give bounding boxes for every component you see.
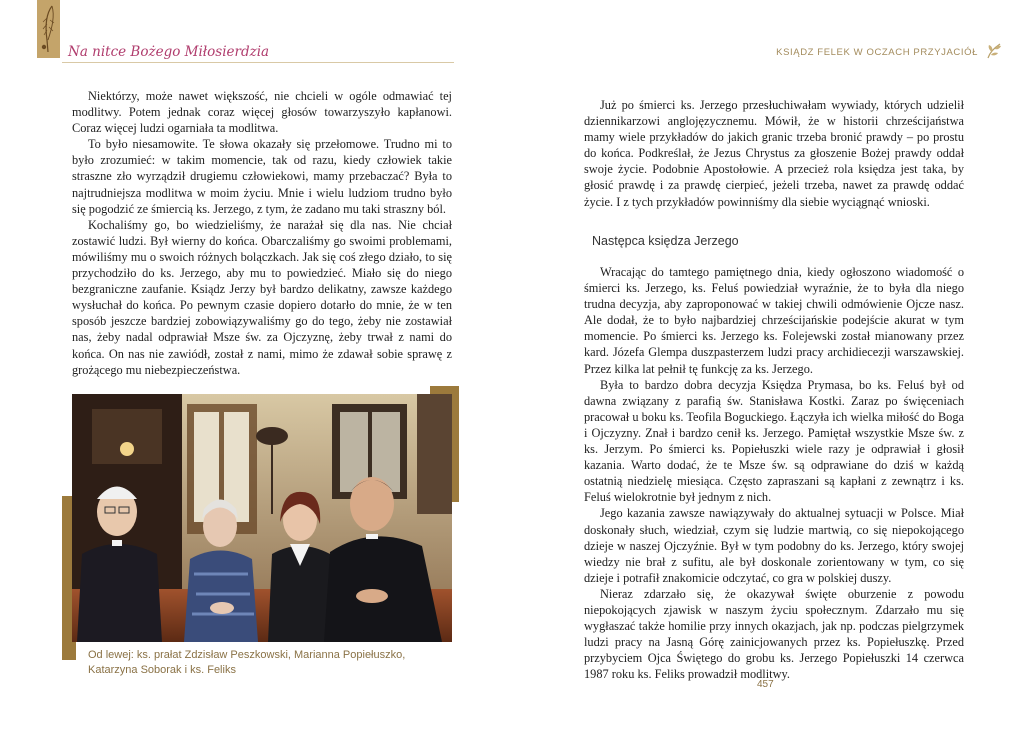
right-page-body-top — [584, 97, 964, 210]
paragraph: Niektórzy, może nawet większość, nie chcieli w ogóle odmawiać tej modlitwy. Potem jednak coraz więcej głosów towarzyszyło kapłanowi. Coraz więcej ludzi ogarniała ta modlitwa. — [72, 89, 452, 136]
header-rule — [62, 62, 454, 63]
page-number: 457 — [757, 679, 774, 690]
group-photo — [72, 394, 452, 642]
right-page-body-bottom — [584, 264, 964, 682]
paragraph: To było niesamowite. Te słowa okazały się przełomowe. Trudno mi to było zrozumieć: w takim momencie, tak od razu, kiedy człowiek takie straszne zło wyrządził drugiemu człowiekowi, mamy przebaczać? Była to najtrudniejsza modlitwa w moim życiu. Mnie i wielu ludziom trudno było się pogodzić ze śmiercią ks. Jerzego, z tym, że zadano mu taki straszny ból. — [72, 137, 452, 216]
paragraph: Wracając do tamtego pamiętnego dnia, kiedy ogłoszono wiadomość o śmierci ks. Jerzego, ks. Feluś powiedział wyraźnie, że to była dla niego trudna decyzja, aby zaproponować w takiej chwili odmówienie Ojcze nasz. Ale dodał, że to było najbardziej chrześcijańskie podejście akurat w tym momencie. Po śmierci ks. Jerzego ks. Folejewski został mianowany przez kard. Józefa Glempa duszpasterzem ludzi pracy archidiecezji warszawskiej. Przez kilka lat pełnił tę funkcję za ks. Jerzego. — [584, 265, 964, 376]
paragraph: Jego kazania zawsze nawiązywały do aktualnej sytuacji w Polsce. Miał doskonały słuch, wiedział, czym się ludzie martwią, co się niepokojącego dzieje w naszej Ojczyźnie. Był w tym podobny do ks. Jerzego, który swojej wiedzy nie brał z sufitu, ale był doskonale zorientowany w tym, co się dzieje i potrafił znakomicie odczytać, co gra w polskiej duszy. — [584, 506, 964, 585]
leaf-sprig-icon — [986, 42, 1002, 60]
left-page-body — [72, 88, 452, 378]
photo-caption: Od lewej: ks. prałat Zdzisław Peszkowski, Marianna Popiełuszko, Katarzyna Soborak i ks. Feliks — [88, 649, 406, 676]
feather-quill-icon — [37, 0, 60, 58]
group-photo-illustration — [72, 394, 452, 642]
book-title: Na nitce Bożego Miłosierdzia — [68, 44, 270, 60]
paragraph: Kochaliśmy go, bo wiedzieliśmy, że narażał się dla nas. Nie chciał zostawić ludzi. Był wierny do końca. Obarczaliśmy go swoimi problemami, mówiliśmy mu o swoich różnych bolączkach. Jak się coś złego działo, to się przychodziło do ks. Jerzego, aby mu to powiedzieć. Miało się do niego bezgraniczne zaufanie. Ksiądz Jerzy był bardzo delikatny, zawsze każdego wysłuchał do końca. Po pewnym czasie dopiero dotarło do mnie, że w ten sposób jeszcze bardziej zobowiązywaliśmy go do tego, żeby nie zostawiał nas, żeby nadal odprawiał Msze św. za Ojczyznę, żeby trwał z nami do końca. On nas nie zawiódł, został z nami, mimo że zdawał sobie sprawę z grożącego mu niebezpieczeństwa. — [72, 217, 452, 377]
paragraph: Już po śmierci ks. Jerzego przesłuchiwałam wywiady, których udzielił dziennikarzowi anglojęzycznemu. Mówił, że w historii chrześcijaństwa mamy wiele przykładów do jakich granic trzeba bronić prawdy – po prostu do końca. Podkreślał, że Jezus Chrystus za głoszenie Bożej prawdy oddał swoje życie. Podobnie Apostołowie. A przecież rola księdza jest taka, by głosić prawdę i za prawdę cierpieć, jeżeli trzeba, nawet za prawdę oddać życie. I z tych przykładów powinniśmy dla siebie wyciągnąć wnioski. — [584, 98, 964, 209]
paragraph: Była to bardzo dobra decyzja Księdza Prymasa, bo ks. Feluś był od dawna związany z parafią św. Stanisława Kostki. Zaraz po święceniach pracował u boku ks. Teofila Boguckiego. Łączyła ich wielka miłość do Boga i Ojczyzny. Znał i bardzo cenił ks. Jerzego. Pamiętał wszystkie Msze św. z ks. Jerzym. Po śmierci ks. Popiełuszki wiele razy je odprawiał i głosił kazania. Warto dodać, że te Msze św. są odprawiane do dziś w każdą ostatnią niedzielę miesiąca. Często zapraszani są kapłani z zewnątrz i ks. Feluś wielokrotnie był jednym z nich. — [584, 377, 964, 505]
paragraph: Nieraz zdarzało się, że okazywał święte oburzenie z powodu niepokojących zjawisk w naszym życiu społecznym. Zdarzało mu się wygłaszać także homilie przy innych okazjach, jak np. podczas pielgrzymek ludzi pracy na Jasną Górę zainicjowanych przez ks. Popiełuszkę. Przed przybyciem Ojca Świętego do grobu ks. Jerzego Popiełuszki 14 czerwca 1987 roku ks. Feliks prowadził modlitwy. — [584, 586, 964, 682]
running-head: KSIĄDZ FELEK W OCZACH PRZYJACIÓŁ — [776, 47, 978, 58]
section-heading: Następca księdza Jerzego — [592, 234, 739, 248]
header-ornament-tab — [37, 0, 60, 58]
